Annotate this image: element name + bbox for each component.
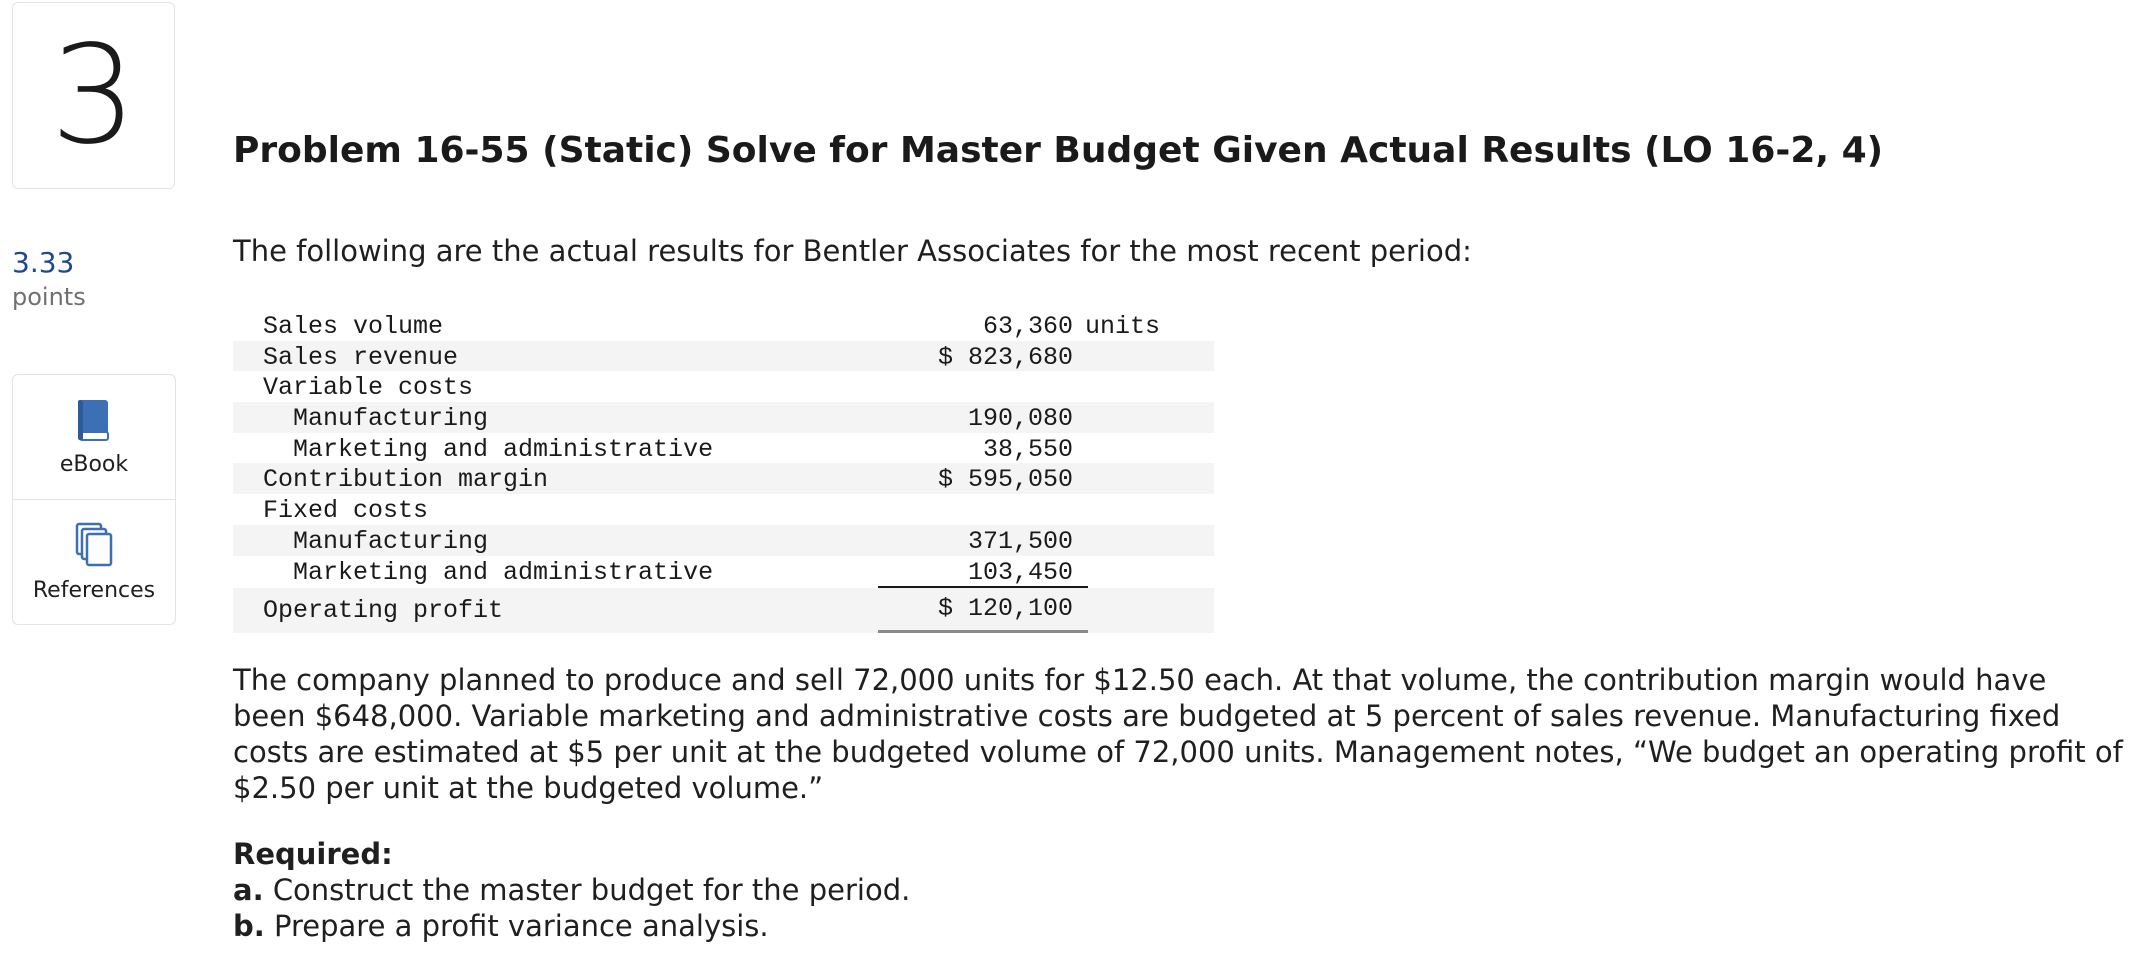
row-label: Sales revenue [263, 342, 459, 372]
table-row [233, 556, 1214, 587]
item-letter: a. [233, 873, 264, 907]
table-row [233, 371, 1214, 402]
row-amount: $ 120,100 [937, 594, 1073, 624]
row-label: Fixed costs [263, 496, 429, 526]
table-row [233, 433, 1214, 464]
points-label: points [12, 283, 86, 311]
row-label: Marketing and administrative [293, 557, 714, 587]
row-label: Marketing and administrative [293, 434, 714, 464]
documents-icon [74, 522, 114, 568]
row-amount: $ 595,050 [937, 465, 1073, 495]
required-item [233, 908, 910, 944]
required-heading: Required: [233, 837, 393, 871]
ebook-button[interactable] [13, 375, 175, 500]
question-number-box [12, 2, 175, 189]
row-amount: 190,080 [967, 404, 1073, 434]
problem-title: Problem 16-55 (Static) Solve for Master Budget Given Actual Results (LO 16-2, 4) [233, 130, 1884, 171]
references-button[interactable] [13, 500, 175, 624]
question-number: 3 [50, 16, 137, 175]
references-label: References [32, 577, 156, 603]
ebook-label: eBook [59, 451, 129, 477]
table-row [233, 310, 1214, 341]
row-amount: $ 823,680 [937, 342, 1073, 372]
table-row [233, 341, 1214, 372]
table-row [233, 494, 1214, 525]
row-label: Operating profit [263, 596, 504, 626]
item-text: Construct the master budget for the period. [272, 873, 911, 907]
row-amount: 103,450 [967, 557, 1073, 587]
item-text: Prepare a profit variance analysis. [274, 909, 769, 943]
table-row [233, 463, 1214, 494]
table-row [233, 588, 1214, 633]
required-section [233, 836, 910, 944]
actual-results-table [233, 310, 1214, 633]
row-label: Sales volume [263, 312, 444, 341]
problem-body: The company planned to produce and sell 72,000 units for $12.50 each. At that volume, the contribution margin would have been $648,000. Variable marketing and administrative costs are budgeted at 5 percent of sales revenue. Manufacturing fixed costs are estimated at $5 per unit at the budgeted volume of 72,000 units. Management notes, “We budget an operating profit of $2.50 per unit at the budgeted volume.” [233, 663, 2123, 805]
row-amount: 38,550 [982, 434, 1073, 464]
row-label: Manufacturing [293, 526, 489, 556]
row-label: Contribution margin [263, 465, 549, 495]
row-amount: 63,360 [982, 312, 1073, 341]
points-value: 3.33 [12, 246, 75, 279]
item-letter: b. [233, 909, 265, 943]
row-label: Manufacturing [293, 404, 489, 434]
row-amount: 371,500 [967, 526, 1073, 556]
tools-panel [12, 374, 176, 625]
table-row [233, 402, 1214, 433]
intro-text: The following are the actual results for Bentler Associates for the most recent period: [233, 234, 1472, 268]
row-unit: units [1085, 312, 1161, 341]
total-rule [878, 630, 1088, 633]
row-label: Variable costs [263, 373, 474, 403]
required-item [233, 872, 910, 908]
table-row [233, 525, 1214, 556]
book-icon [74, 398, 114, 442]
